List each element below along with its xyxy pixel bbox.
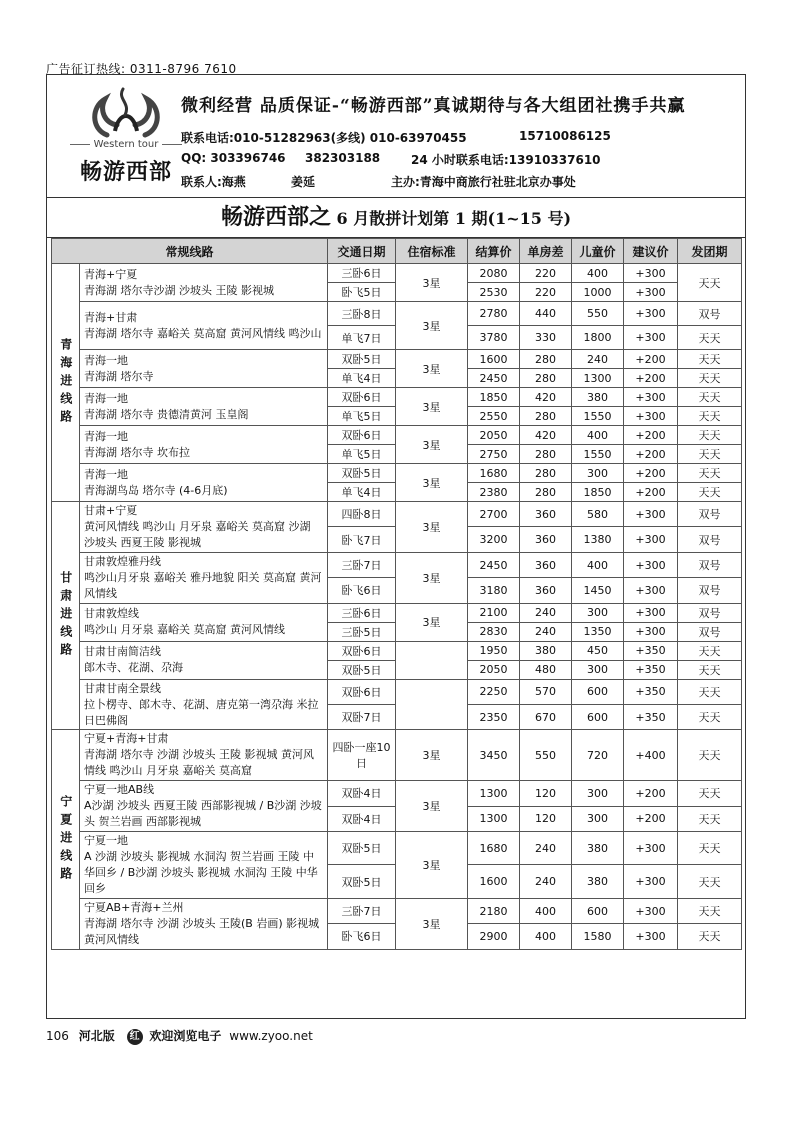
child-price-cell: 1550	[572, 445, 624, 464]
departure-cell: 天天	[678, 369, 742, 388]
child-price-cell: 580	[572, 502, 624, 527]
route-attractions: 青海湖 塔尔寺 沙湖 沙坡头 王陵(B 岩画) 影视城 黄河风情线	[84, 916, 320, 946]
website-link[interactable]: www.zyoo.net	[229, 1029, 313, 1043]
suggested-price-cell: +300	[624, 388, 678, 407]
settle-price-cell: 2780	[468, 302, 520, 326]
single-supplement-cell: 240	[520, 622, 572, 641]
settle-price-cell: 2830	[468, 622, 520, 641]
route-attractions: A 沙湖 沙坡头 影视城 水洞沟 贺兰岩画 王陵 中华回乡 / B沙湖 沙坡头 影视城 水洞沟 王陵 中华回乡	[84, 850, 318, 895]
table-row	[52, 264, 742, 283]
contact-person-2: 姜延	[291, 175, 316, 189]
transport-cell: 双卧4日	[328, 806, 396, 831]
transport-cell: 三卧6日	[328, 603, 396, 622]
suggested-price-cell: +200	[624, 483, 678, 502]
route-attractions: 青海湖 塔尔寺 贵德清黄河 玉皇阁	[84, 407, 249, 421]
transport-cell: 单飞7日	[328, 326, 396, 350]
table-row	[52, 832, 742, 865]
suggested-price-cell: +300	[624, 622, 678, 641]
logo-english: Western tour	[65, 139, 187, 150]
table-row	[52, 302, 742, 326]
settle-price-cell: 2180	[468, 898, 520, 923]
lodging-cell: 3星	[396, 388, 468, 426]
suggested-price-cell: +300	[624, 326, 678, 350]
lodging-cell: 3星	[396, 781, 468, 832]
settle-price-cell: 2080	[468, 264, 520, 283]
settle-price-cell: 1950	[468, 641, 520, 660]
suggested-price-cell: +300	[624, 898, 678, 923]
route-attractions: 青海湖 塔尔寺 沙湖 沙坡头 王陵 影视城 黄河风情线 鸣沙山 月牙泉 嘉峪关 莫高窟	[84, 748, 314, 778]
child-price-cell: 300	[572, 781, 624, 806]
single-supplement-cell: 400	[520, 924, 572, 949]
child-price-cell: 1800	[572, 326, 624, 350]
route-cell	[80, 552, 328, 603]
single-supplement-cell: 670	[520, 705, 572, 730]
page-footer	[46, 1027, 313, 1045]
route-name: 宁夏一地AB线	[84, 783, 155, 797]
table-row	[52, 552, 742, 577]
route-name: 青海一地	[84, 391, 128, 405]
transport-cell: 三卧7日	[328, 898, 396, 923]
lodging-cell: 3星	[396, 426, 468, 464]
transport-cell: 双卧5日	[328, 660, 396, 679]
route-name: 宁夏一地	[84, 834, 128, 848]
departure-cell: 天天	[678, 426, 742, 445]
single-supplement-cell: 240	[520, 603, 572, 622]
single-supplement-cell: 280	[520, 483, 572, 502]
suggested-price-cell: +200	[624, 350, 678, 369]
suggested-price-cell: +300	[624, 552, 678, 577]
settle-price-cell: 2250	[468, 679, 520, 704]
region-label: 青海进线路	[52, 264, 80, 502]
settle-price-cell: 2750	[468, 445, 520, 464]
child-price-cell: 400	[572, 552, 624, 577]
route-cell	[80, 641, 328, 679]
departure-cell: 天天	[678, 388, 742, 407]
region-label: 宁夏进线路	[52, 730, 80, 949]
transport-cell: 双卧5日	[328, 865, 396, 898]
departure-cell: 天天	[678, 464, 742, 483]
ad-hotline: 广告征订热线: 0311-8796 7610	[46, 62, 237, 76]
child-price-cell: 450	[572, 641, 624, 660]
hotline-24h: 24 小时联系电话:13910337610	[411, 153, 601, 167]
transport-cell: 四卧8日	[328, 502, 396, 527]
route-name: 甘肃敦煌雅丹线	[84, 554, 161, 568]
lodging-cell: 3星	[396, 502, 468, 553]
child-price-cell: 300	[572, 464, 624, 483]
settle-price-cell: 2450	[468, 552, 520, 577]
transport-cell: 双卧6日	[328, 388, 396, 407]
route-cell	[80, 679, 328, 730]
suggested-price-cell: +400	[624, 730, 678, 781]
route-attractions: 拉卜楞寺、郎木寺、花湖、唐克第一湾尕海 米拉日巴佛阁	[84, 697, 319, 727]
route-name: 青海一地	[84, 467, 128, 481]
departure-cell: 天天	[678, 660, 742, 679]
suggested-price-cell: +200	[624, 445, 678, 464]
route-cell	[80, 426, 328, 464]
departure-cell: 天天	[678, 326, 742, 350]
lodging-cell: 3星	[396, 302, 468, 350]
page-number: 106	[46, 1029, 69, 1043]
table-header-row	[52, 239, 742, 264]
route-attractions: 青海湖鸟岛 塔尔寺 (4-6月底)	[84, 483, 228, 497]
suggested-price-cell: +200	[624, 806, 678, 831]
single-supplement-cell: 570	[520, 679, 572, 704]
child-price-cell: 380	[572, 832, 624, 865]
single-supplement-cell: 550	[520, 730, 572, 781]
departure-cell: 天天	[678, 445, 742, 464]
single-supplement-cell: 280	[520, 350, 572, 369]
logo	[65, 81, 187, 193]
suggested-price-cell: +350	[624, 660, 678, 679]
table-row	[52, 426, 742, 445]
departure-cell: 天天	[678, 641, 742, 660]
settle-price-cell: 3200	[468, 527, 520, 552]
child-price-cell: 1000	[572, 283, 624, 302]
route-attractions: 青海湖 塔尔寺沙湖 沙坡头 王陵 影视城	[84, 283, 274, 297]
transport-cell: 三卧8日	[328, 302, 396, 326]
transport-cell: 单飞5日	[328, 445, 396, 464]
child-price-cell: 400	[572, 426, 624, 445]
route-attractions: 鸣沙山月牙泉 嘉峪关 雅丹地貌 阳关 莫高窟 黄河风情线	[84, 570, 322, 600]
route-cell	[80, 603, 328, 641]
child-price-cell: 600	[572, 705, 624, 730]
transport-cell: 双卧5日	[328, 464, 396, 483]
table-row	[52, 350, 742, 369]
child-price-cell: 300	[572, 660, 624, 679]
table-row	[52, 730, 742, 781]
single-supplement-cell: 280	[520, 369, 572, 388]
settle-price-cell: 2380	[468, 483, 520, 502]
settle-price-cell: 2900	[468, 924, 520, 949]
single-supplement-cell: 220	[520, 264, 572, 283]
single-supplement-cell: 480	[520, 660, 572, 679]
settle-price-cell: 3180	[468, 578, 520, 603]
table-row	[52, 781, 742, 806]
suggested-price-cell: +200	[624, 369, 678, 388]
settle-price-cell: 2350	[468, 705, 520, 730]
departure-cell: 双号	[678, 527, 742, 552]
page-title	[47, 197, 745, 238]
single-supplement-cell: 360	[520, 552, 572, 577]
route-cell	[80, 898, 328, 949]
single-supplement-cell: 420	[520, 388, 572, 407]
transport-cell: 卧飞6日	[328, 578, 396, 603]
transport-cell: 三卧6日	[328, 264, 396, 283]
route-cell	[80, 832, 328, 899]
transport-cell: 双卧5日	[328, 350, 396, 369]
suggested-price-cell: +300	[624, 283, 678, 302]
transport-cell: 单飞5日	[328, 407, 396, 426]
lodging-cell: 3星	[396, 898, 468, 949]
circle-badge-icon: 红	[127, 1029, 143, 1045]
agency-banner	[47, 75, 745, 198]
departure-cell: 天天	[678, 898, 742, 923]
route-cell	[80, 464, 328, 502]
logo-swirl-icon	[87, 85, 165, 141]
suggested-price-cell: +200	[624, 781, 678, 806]
col-header: 结算价	[468, 239, 520, 264]
single-supplement-cell: 120	[520, 781, 572, 806]
table-row	[52, 502, 742, 527]
suggested-price-cell: +350	[624, 641, 678, 660]
route-name: 青海一地	[84, 429, 128, 443]
transport-cell: 单飞4日	[328, 483, 396, 502]
departure-cell: 双号	[678, 302, 742, 326]
settle-price-cell: 1600	[468, 865, 520, 898]
departure-cell: 天天	[678, 806, 742, 831]
suggested-price-cell: +300	[624, 302, 678, 326]
col-header: 单房差	[520, 239, 572, 264]
departure-cell: 双号	[678, 622, 742, 641]
title-sub: 6 月散拼计划第 1 期(1~15 号)	[336, 209, 572, 228]
child-price-cell: 550	[572, 302, 624, 326]
settle-price-cell: 2050	[468, 660, 520, 679]
route-cell	[80, 388, 328, 426]
lodging-cell: 3星	[396, 730, 468, 781]
transport-cell: 卧飞7日	[328, 527, 396, 552]
settle-price-cell: 1600	[468, 350, 520, 369]
suggested-price-cell: +300	[624, 865, 678, 898]
transport-cell: 双卧6日	[328, 426, 396, 445]
single-supplement-cell: 380	[520, 641, 572, 660]
single-supplement-cell: 240	[520, 832, 572, 865]
child-price-cell: 400	[572, 264, 624, 283]
child-price-cell: 1350	[572, 622, 624, 641]
departure-cell: 双号	[678, 552, 742, 577]
mobile-number: 15710086125	[519, 129, 611, 143]
suggested-price-cell: +300	[624, 264, 678, 283]
child-price-cell: 1380	[572, 527, 624, 552]
logo-chinese: 畅游西部	[79, 159, 172, 185]
route-name: 甘肃敦煌线	[84, 607, 139, 621]
single-supplement-cell: 220	[520, 283, 572, 302]
route-attractions: 郎木寺、花湖、尕海	[84, 661, 183, 675]
suggested-price-cell: +350	[624, 679, 678, 704]
route-attractions: 青海湖 塔尔寺	[84, 369, 154, 383]
settle-price-cell: 2100	[468, 603, 520, 622]
single-supplement-cell: 280	[520, 464, 572, 483]
route-attractions: 青海湖 塔尔寺 坎布拉	[84, 445, 190, 459]
route-name: 甘肃甘南简洁线	[84, 645, 161, 659]
suggested-price-cell: +300	[624, 603, 678, 622]
route-name: 青海一地	[84, 353, 128, 367]
edition: 河北版	[78, 1029, 115, 1043]
footer-tagline: 欢迎浏览电子	[149, 1029, 222, 1043]
settle-price-cell: 3450	[468, 730, 520, 781]
settle-price-cell: 1300	[468, 781, 520, 806]
child-price-cell: 720	[572, 730, 624, 781]
child-price-cell: 300	[572, 806, 624, 831]
col-header: 建议价	[624, 239, 678, 264]
organizer: 主办:青海中商旅行社驻北京办事处	[391, 175, 576, 189]
col-header: 儿童价	[572, 239, 624, 264]
child-price-cell: 380	[572, 388, 624, 407]
single-supplement-cell: 420	[520, 426, 572, 445]
settle-price-cell: 3780	[468, 326, 520, 350]
qq-number: QQ: 303396746	[181, 151, 286, 165]
transport-cell: 双卧5日	[328, 832, 396, 865]
col-header: 住宿标准	[396, 239, 468, 264]
child-price-cell: 1850	[572, 483, 624, 502]
suggested-price-cell: +300	[624, 407, 678, 426]
suggested-price-cell: +300	[624, 832, 678, 865]
route-attractions: 青海湖 塔尔寺 嘉峪关 莫高窟 黄河风情线 鸣沙山	[84, 326, 322, 340]
table-row	[52, 898, 742, 923]
lodging-cell	[396, 641, 468, 679]
single-supplement-cell: 400	[520, 898, 572, 923]
departure-cell: 天天	[678, 483, 742, 502]
departure-cell: 天天	[678, 924, 742, 949]
lodging-cell: 3星	[396, 464, 468, 502]
route-name: 甘肃+宁夏	[84, 504, 138, 517]
price-table	[51, 238, 742, 950]
route-name: 青海+宁夏	[84, 267, 138, 281]
child-price-cell: 380	[572, 865, 624, 898]
transport-cell: 四卧一座10日	[328, 730, 396, 781]
departure-cell: 天天	[678, 264, 742, 302]
child-price-cell: 1550	[572, 407, 624, 426]
route-name: 宁夏AB+青海+兰州	[84, 900, 184, 914]
suggested-price-cell: +300	[624, 924, 678, 949]
settle-price-cell: 2050	[468, 426, 520, 445]
single-supplement-cell: 240	[520, 865, 572, 898]
contact-person: 联系人:海燕	[181, 175, 246, 189]
single-supplement-cell: 440	[520, 302, 572, 326]
single-supplement-cell: 280	[520, 407, 572, 426]
transport-cell: 双卧7日	[328, 705, 396, 730]
settle-price-cell: 1300	[468, 806, 520, 831]
lodging-cell: 3星	[396, 552, 468, 603]
departure-cell: 双号	[678, 502, 742, 527]
settle-price-cell: 1680	[468, 832, 520, 865]
qq-number-2: 382303188	[305, 151, 381, 165]
lodging-cell: 3星	[396, 264, 468, 302]
route-cell	[80, 730, 328, 781]
departure-cell: 天天	[678, 350, 742, 369]
transport-cell: 卧飞5日	[328, 283, 396, 302]
slogan: 微利经营 品质保证-“畅游西部”真诚期待与各大组团社携手共赢	[181, 96, 686, 116]
table-row	[52, 679, 742, 704]
single-supplement-cell: 330	[520, 326, 572, 350]
departure-cell: 双号	[678, 578, 742, 603]
route-cell	[80, 350, 328, 388]
lodging-cell: 3星	[396, 832, 468, 899]
departure-cell: 天天	[678, 832, 742, 865]
single-supplement-cell: 360	[520, 578, 572, 603]
advert-frame	[46, 74, 746, 1019]
route-cell	[80, 781, 328, 832]
suggested-price-cell: +300	[624, 527, 678, 552]
transport-cell: 双卧6日	[328, 641, 396, 660]
suggested-price-cell: +300	[624, 502, 678, 527]
table-row	[52, 464, 742, 483]
child-price-cell: 300	[572, 603, 624, 622]
single-supplement-cell: 280	[520, 445, 572, 464]
transport-cell: 单飞4日	[328, 369, 396, 388]
title-main: 畅游西部之	[220, 204, 331, 230]
route-name: 青海+甘肃	[84, 310, 138, 324]
route-cell	[80, 264, 328, 302]
departure-cell: 双号	[678, 603, 742, 622]
route-attractions: 鸣沙山 月牙泉 嘉峪关 莫高窟 黄河风情线	[84, 623, 285, 637]
child-price-cell: 1300	[572, 369, 624, 388]
suggested-price-cell: +200	[624, 426, 678, 445]
departure-cell: 天天	[678, 730, 742, 781]
region-label: 甘肃进线路	[52, 502, 80, 730]
suggested-price-cell: +200	[624, 464, 678, 483]
lodging-cell	[396, 679, 468, 730]
lodging-cell: 3星	[396, 350, 468, 388]
transport-cell: 三卧7日	[328, 552, 396, 577]
child-price-cell: 600	[572, 679, 624, 704]
departure-cell: 天天	[678, 865, 742, 898]
departure-cell: 天天	[678, 705, 742, 730]
single-supplement-cell: 120	[520, 806, 572, 831]
transport-cell: 双卧6日	[328, 679, 396, 704]
settle-price-cell: 1850	[468, 388, 520, 407]
phone-label: 联系电话:010-51282963(多线) 010-63970455	[181, 131, 467, 145]
settle-price-cell: 2550	[468, 407, 520, 426]
child-price-cell: 240	[572, 350, 624, 369]
route-name: 甘肃甘南全景线	[84, 681, 161, 695]
col-header: 交通日期	[328, 239, 396, 264]
transport-cell: 卧飞6日	[328, 924, 396, 949]
lodging-cell: 3星	[396, 603, 468, 641]
table-row	[52, 388, 742, 407]
route-cell	[80, 502, 328, 553]
child-price-cell: 600	[572, 898, 624, 923]
col-header: 发团期	[678, 239, 742, 264]
settle-price-cell: 2700	[468, 502, 520, 527]
child-price-cell: 1450	[572, 578, 624, 603]
child-price-cell: 1580	[572, 924, 624, 949]
transport-cell: 双卧4日	[328, 781, 396, 806]
route-attractions: 黄河风情线 鸣沙山 月牙泉 嘉峪关 莫高窟 沙湖 沙坡头 西夏王陵 影视城	[84, 519, 311, 549]
single-supplement-cell: 360	[520, 527, 572, 552]
transport-cell: 三卧5日	[328, 622, 396, 641]
table-row	[52, 641, 742, 660]
single-supplement-cell: 360	[520, 502, 572, 527]
table-row	[52, 603, 742, 622]
route-cell	[80, 302, 328, 350]
departure-cell: 天天	[678, 407, 742, 426]
suggested-price-cell: +300	[624, 578, 678, 603]
route-name: 宁夏+青海+甘肃	[84, 732, 169, 746]
settle-price-cell: 2530	[468, 283, 520, 302]
suggested-price-cell: +350	[624, 705, 678, 730]
settle-price-cell: 1680	[468, 464, 520, 483]
departure-cell: 天天	[678, 781, 742, 806]
col-header: 常规线路	[52, 239, 328, 264]
departure-cell: 天天	[678, 679, 742, 704]
route-attractions: A沙湖 沙坡头 西夏王陵 西部影视城 / B沙湖 沙坡头 贺兰岩画 西部影视城	[84, 799, 322, 829]
settle-price-cell: 2450	[468, 369, 520, 388]
